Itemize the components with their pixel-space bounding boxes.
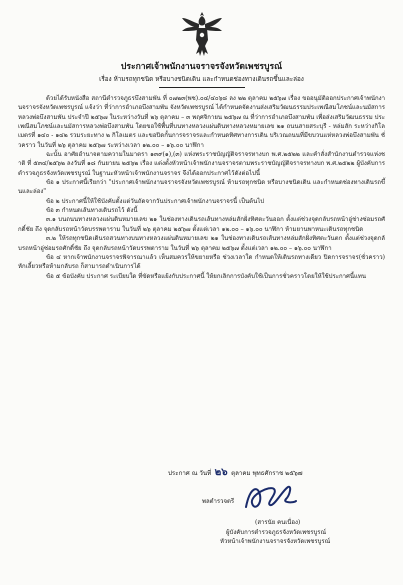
- signer-rank: พลตำรวจตรี: [202, 498, 235, 505]
- clause-1: ข้อ ๑ ประกาศนี้เรียกว่า "ประกาศเจ้าพนักงานจราจรจังหวัดเพชรบูรณ์ ห้ามรถทุกชนิด หรือบางชนิดเดิน และกำหนดช่องทางเดินรถขึ้นและล่อง": [18, 179, 385, 196]
- signer-position-1: ผู้บังคับการตำรวจภูธรจังหวัดเพชรบูรณ์: [226, 529, 327, 536]
- clause-3: ข้อ ๓ กำหนดเส้นทางเดินรถไว้ ดังนี้: [46, 207, 138, 215]
- announcement-subject: เรื่อง ห้ามรถทุกชนิด หรือบางชนิดเดิน และกำหนดช่องทางเดินรถขึ้นและล่อง: [99, 76, 304, 83]
- announcement-date: [168, 465, 303, 480]
- date-suffix: ตุลาคม พุทธศักราช ๒๕๖๗: [231, 470, 303, 477]
- clause-3-1: ๓.๑ บนถนนทางหลวงแผ่นดินหมายเลข ๒๑ ในช่องทางเดินรถเส้นทางหล่มสักฝั่งทิศตะวันออก ตั้งแต่ช่วงจุดกลับรถหน้าอู่ช่างซ่อมรถศักดิ์ชัย ถึง จุดกลับรถหน้าวัดบรรพตาราม ในวันที่ ๒๖ ตุลาคม ๒๕๖๗ ตั้งแต่เวลา ๑๒.๐๐ – ๑๖.๐๐ นาฬิกา ห้ามยานพาหนะเดินรถทุกชนิด: [18, 216, 385, 233]
- signer-position-2: หัวหน้าเจ้าพนักงานจราจรจังหวัดเพชรบูรณ์: [220, 538, 331, 545]
- paragraph-background: ด้วยได้รับหนังสือ สถานีตำรวจภูธรบึงสามพัน ที่ ๐๗๒๓(พช).๐๔/๔๐๖๘ ลง ๒๒ ตุลาคม ๒๕๖๗ เรื่อง ขออนุมัติออกประกาศเจ้าพนักงานจราจรจังหวัดเพชรบูรณ์ แจ้งว่า ที่ว่าการอำเภอบึงสามพัน จังหวัดเพชรบูรณ์ ได้กำหนดจัดงานส่งเสริมวัฒนธรรมประเพณีสมโภชน์และนมัสการหลวงพ่อบึงสามพัน ประจำปี ๒๕๖๗ ในระหว่างวันที่ ๒๖ ตุลาคม – ๓ พฤศจิกายน ๒๕๖๗ ณ ที่ว่าการอำเภอบึงสามพัน เพื่อส่งเสริมวัฒนธรรม ประเพณีสมโภชน์และนมัสการหลวงพ่อบึงสามพัน โดยขอใช้พื้นที่บนทางหลวงแผ่นดินทางหลวงหมายเลข ๒๑ ถนนสายสระบุรี - หล่มสัก ระหว่างกิโลเมตรที่ ๑๔๐ - ๑๔๒ รวมระยะทาง ๒ กิโลเมตร และขอปิดกั้นการจราจรและกำหนดทิศทางการเดิน บริเวณถนนที่มีขบวนแห่หลวงพ่อบึงสามพัน ชั่วคราว ในวันที่ ๒๖ ตุลาคม ๒๕๖๗ ระหว่างเวลา ๑๒.๐๐ – ๑๖.๐๐ นาฬิกา: [18, 95, 385, 149]
- paragraph-authority: ฉะนั้น อาศัยอำนาจตามความในมาตรา ๑๓๙(๑),(๓) แห่งพระราชบัญญัติจราจรทางบก พ.ศ.๒๕๒๒ และคำสั่งสำนักงานตำรวจแห่งชาติ ที่ ๕๓๔/๒๕๖๒ ลงวันที่ ๑๘ กันยายน ๒๕๖๒ เรื่อง แต่งตั้งหัวหน้าเจ้าพนักงานจราจรตามพระราชบัญญัติจราจรทางบก พ.ศ.๒๕๒๒ ผู้บังคับการตำรวจภูธรจังหวัดเพชรบูรณ์ ในฐานะหัวหน้าเจ้าพนักงานจราจร จึงได้ออกประกาศไว้ดังต่อไปนี้: [18, 151, 385, 177]
- clause-4: ข้อ ๔ หากเจ้าพนักงานจราจรพิจารณาแล้ว เห็นสมควรให้ขยายหรือ ช่วงเวลาใด กำหนดให้เดินรถทางเดียว ปิดการจราจร(ชั่วคราว) หักเลี้ยวหรือห้ามกลับรถ ก็สามารถดำเนินการได้: [18, 253, 385, 271]
- royal-garuda-emblem-icon: [180, 10, 224, 58]
- date-prefix: ประกาศ ณ วันที่: [168, 470, 212, 477]
- date-day: ๒๖: [214, 467, 228, 478]
- clause-3-2: ๓.๒ ให้รถทุกชนิดเดินรถสวนทางบนทางหลวงแผ่นดินหมายเลข ๒๑ ในช่องทางเดินรถเส้นทางหล่มสักฝั่งทิศตะวันตก ตั้งแต่ช่วงจุดกลับรถหน้าอู่ซ่อมรถศักดิ์ชัย ถึง จุดกลับรถหน้าวัดบรรพตาราม ในวันที่ ๒๖ ตุลาคม ๒๕๖๗ ตั้งแต่เวลา ๑๒.๐๐ – ๑๖.๐๐ นาฬิกา: [18, 235, 385, 252]
- handwritten-signature-icon: [240, 481, 298, 515]
- clause-5: ข้อ ๕ ข้อบังคับ ประกาศ ระเบียบใด ที่ขัดหรือแย้งกับประกาศนี้ ให้ยกเลิกการบังคับใช้เป็นการชั่วคราวโดยให้ใช้ประกาศนี้แทน: [46, 272, 367, 280]
- clause-2: ข้อ ๒ ประกาศนี้ให้ใช้บังคับตั้งแต่วันถัดจากวันประกาศเจ้าพนักงานจราจรนี้ เป็นต้นไป: [46, 197, 265, 205]
- signer-name: (สารนัย คนเนื่อง): [255, 519, 301, 526]
- title-divider: [159, 87, 245, 88]
- announcement-title: ประกาศเจ้าพนักงานจราจรจังหวัดเพชรบูรณ์: [120, 62, 283, 72]
